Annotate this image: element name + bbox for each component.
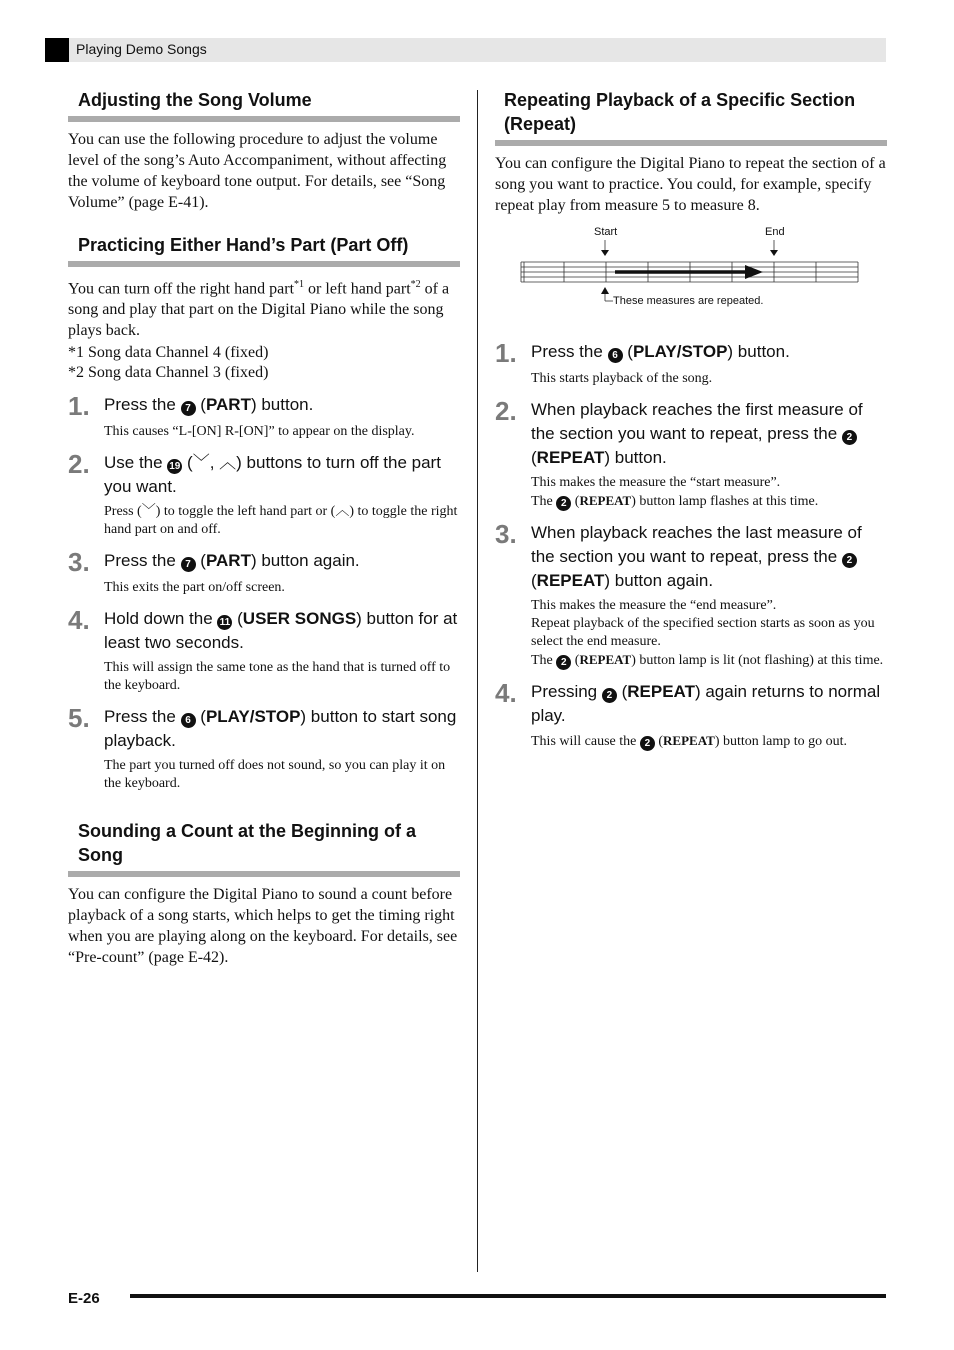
right-step-2: 2. When playback reaches the first measure of the section you want to repeat, press the 2 (REPEAT) button. (495, 396, 863, 467)
right-step-3: 3. When playback reaches the last measure of the section you want to repeat, press the 2 (REPEAT) button again. (495, 519, 862, 590)
button-number-icon: 7 (181, 557, 196, 572)
left-step-1-note: This causes “L-[ON] R-[ON]” to appear on the display. (104, 424, 415, 440)
column-divider (477, 90, 478, 1272)
chevron-up-icon: ︿ (335, 504, 350, 520)
left-step-3: 3. Press the 7 (PART) button again. (68, 547, 360, 578)
diagram-caption: These measures are repeated. (613, 295, 764, 307)
left-step-5: 5. Press the 6 (PLAY/STOP) button to start song playback. (68, 703, 457, 751)
button-number-icon: 19 (169, 461, 181, 473)
heading-count: Sounding a Count at the Beginning of a Song (68, 819, 460, 877)
left-step-2-note: Press (﹀) to toggle the left hand part or (︿) to toggle the right hand part on and off. (104, 504, 458, 538)
section-header: Playing Demo Songs (76, 41, 207, 57)
heading-song-volume: Adjusting the Song Volume (68, 88, 460, 122)
button-number-icon: 2 (602, 688, 617, 703)
right-step-3-note: This makes the measure the “end measure”. Repeat playback of the specified section starts as soon as you select the end measure. The 2 (REPEAT) button lamp is lit (not flashing) at this time. (531, 598, 884, 668)
chevron-down-icon: ﹀ (141, 504, 156, 520)
left-step-5-note: The part you turned off does not sound, so you can play it on the keyboard. (104, 758, 446, 792)
diagram-end-label: End (765, 226, 785, 238)
left-step-2: 2. Use the 19 (﹀, ︿) buttons to turn off the part you want. (68, 449, 441, 497)
right-step-2-note: This makes the measure the “start measure”. The 2 (REPEAT) button lamp flashes at this time. (531, 475, 819, 509)
right-column (495, 88, 887, 751)
heading-part-off: Practicing Either Hand’s Part (Part Off) (68, 233, 460, 267)
count-body: You can configure the Digital Piano to sound a count before playback of a song starts, which helps to get the timing right when you are playing along on the keyboard. For details, see “Pre-count” (page E-42). (68, 886, 458, 967)
footer-rule (130, 1294, 886, 1298)
button-number-icon: 2 (842, 430, 857, 445)
header-marker (45, 38, 69, 62)
button-number-icon: 2 (556, 496, 571, 511)
button-number-icon: 6 (181, 713, 196, 728)
staff-svg (495, 224, 887, 324)
button-number-icon: 7 (181, 401, 196, 416)
footnote-2: *2 Song data Channel 3 (fixed) (68, 364, 269, 382)
part-off-body: You can turn off the right hand part$^{*1}$ or left hand part$^{*2}$ of a song and play that part on the Digital Piano while the song plays back. (68, 279, 450, 340)
repeat-body: You can configure the Digital Piano to repeat the section of a song you want to practice. You could, for example, specify repeat play from measure 5 to measure 8. (495, 155, 886, 214)
right-step-1: 1. Press the 6 (PLAY/STOP) button. (495, 338, 790, 368)
left-column (68, 88, 460, 968)
page-number: E-26 (68, 1290, 100, 1307)
left-step-1: 1. Press the 7 (PART) button. (68, 391, 314, 422)
left-step-4-note: This will assign the same tone as the hand that is turned off to the keyboard. (104, 660, 451, 694)
right-step-4-note: This will cause the 2 (REPEAT) button lamp to go out. (531, 733, 848, 749)
button-number-icon: 6 (608, 348, 623, 363)
button-number-icon: 11 (217, 615, 232, 630)
button-number-icon: 2 (640, 736, 655, 751)
song-volume-body: You can use the following procedure to adjust the volume level of the song’s Auto Accompaniment, without affecting the volume of keyboard tone output. For details, see “Song Volume” (page E-41). (68, 131, 447, 211)
heading-repeat: Repeating Playback of a Specific Section (Repeat) (495, 88, 887, 146)
right-step-1-note: This starts playback of the song. (531, 371, 713, 386)
left-step-4: 4. Hold down the 11 (USER SONGS) button for at least two seconds. (68, 605, 458, 653)
footnote-1: *1 Song data Channel 4 (fixed) (68, 344, 269, 362)
button-number-icon: 2 (842, 553, 857, 568)
button-number-icon: 2 (556, 655, 571, 670)
right-step-4: 4. Pressing 2 (REPEAT) again returns to normal play. (495, 678, 881, 725)
left-step-3-note: This exits the part on/off screen. (104, 580, 285, 596)
chevron-up-icon: ︿ (219, 453, 237, 473)
repeat-diagram (495, 224, 887, 324)
chevron-down-icon: ﹀ (192, 453, 210, 473)
diagram-start-label: Start (594, 226, 618, 238)
